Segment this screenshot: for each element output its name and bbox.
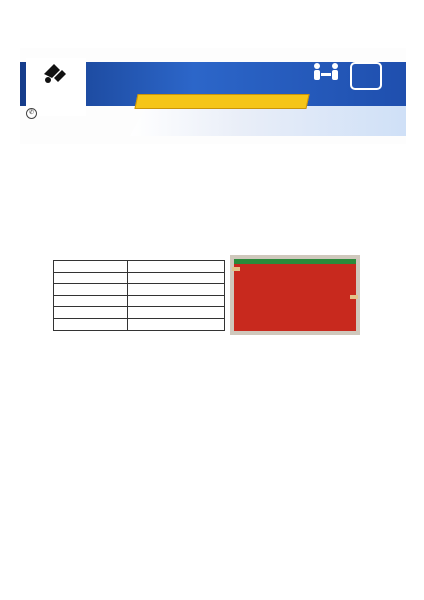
row-range — [54, 295, 128, 307]
row-range — [54, 307, 128, 319]
header-light-band — [130, 106, 406, 136]
row-stars — [128, 307, 225, 319]
header-correct-count — [54, 261, 128, 273]
subtitle-ribbon — [134, 94, 309, 109]
kids-icon — [310, 62, 342, 82]
header-banner — [20, 48, 406, 144]
table-row — [54, 307, 225, 319]
phone-row — [26, 108, 39, 119]
row-range — [54, 318, 128, 330]
row-range — [54, 272, 128, 284]
logo-mark-icon — [40, 60, 68, 86]
table-row — [54, 318, 225, 330]
table-row — [54, 284, 225, 296]
game-title-wrap — [116, 54, 306, 94]
block-tower-photo — [318, 460, 374, 552]
table-row — [54, 272, 225, 284]
table-row — [54, 295, 225, 307]
score-table-header — [54, 261, 225, 273]
row-range — [54, 284, 128, 296]
row-stars — [128, 318, 225, 330]
row-stars — [128, 295, 225, 307]
score-table — [53, 260, 225, 331]
phone-icon: ✆ — [26, 108, 37, 119]
age-badge — [350, 62, 382, 90]
header-evaluation — [128, 261, 225, 273]
row-stars — [128, 284, 225, 296]
row-stars — [128, 272, 225, 284]
number-board-photo — [230, 255, 360, 335]
